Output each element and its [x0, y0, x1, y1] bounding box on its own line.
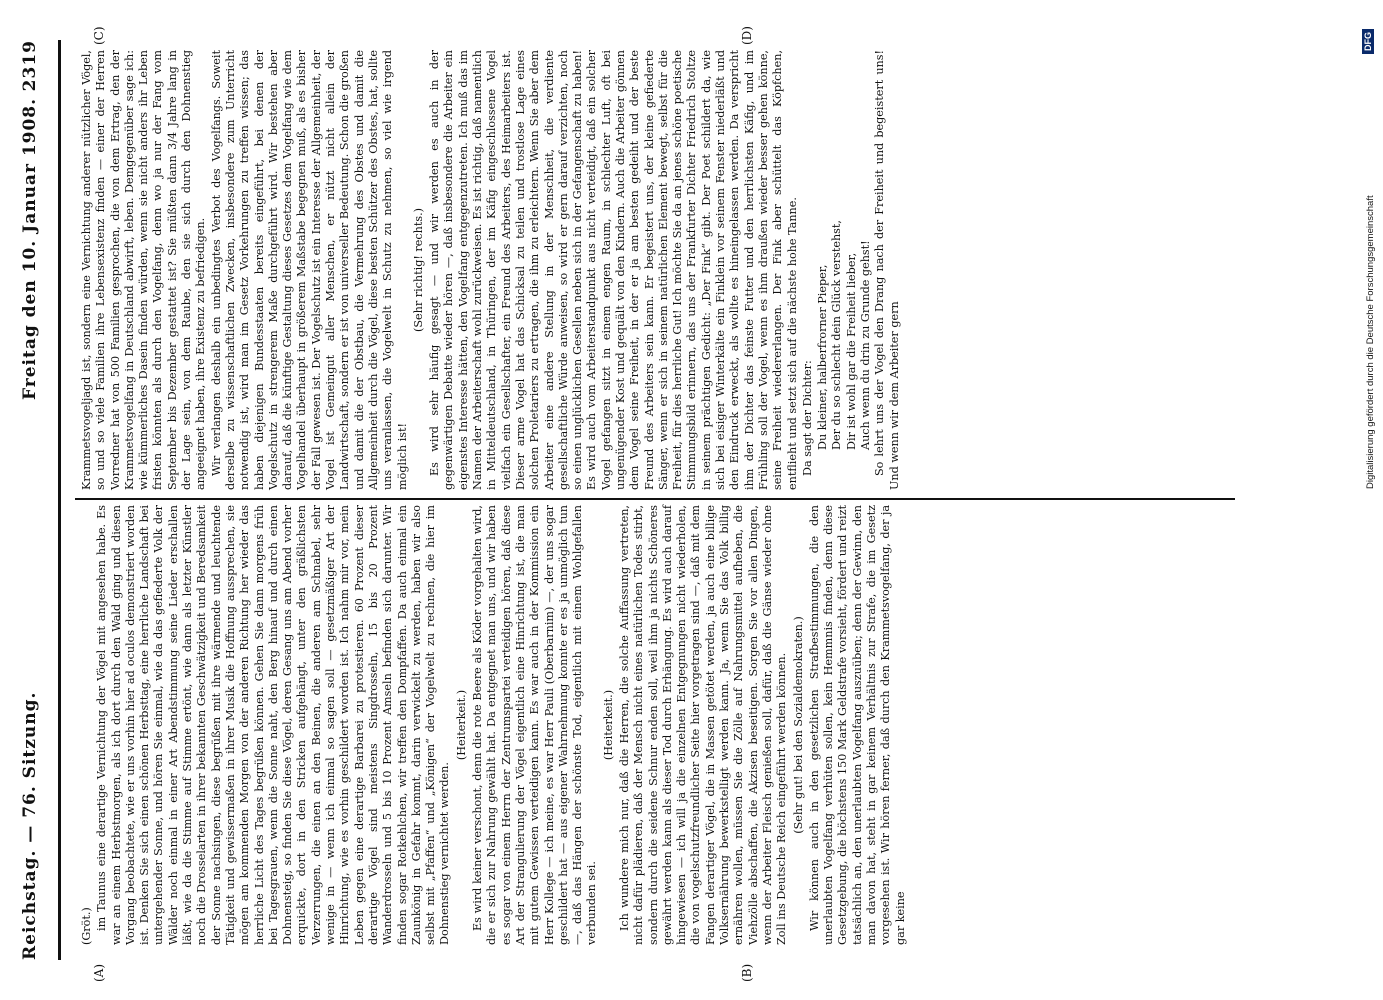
header-rule [58, 40, 61, 960]
left-column [80, 505, 909, 945]
paragraph: Krammetsvogeljagd ist, sondern eine Vernichtung anderer nützlicher Vögel, so und so viele Familien ihre Lebensexistenz finden — einer der Herren Vorredner hat von 500 Familien gesprochen, die von dem Ertrag, den der Krammetsvogelfang in Deutschland abwirft, leben. Demgegenüber sage ich: wie kümmerliches Dasein finden würden, wenn sie nicht anders ihr Leben fristen könnten als durch den Vogelfang, denn wo ja nur der Fang vom September bis Dezember gestattet ist? Sie müßten dann 3/4 Jahre lang in der Lage sein, von dem Raube, den sie sich durch den Dohnenstieg angeeignet haben, ihre Existenz zu befriedigen. [80, 50, 208, 490]
paragraph: Es wird sehr häufig gesagt — und wir werden es auch in der gegenwärtigen Debatte wieder hören —, daß insbesondere die Arbeiter ein eigenstes Interesse hätten, den Vogelfang entgegenzutreten. Ich muß das im Namen der Arbeiterschaft wohl zurückweisen. Es ist richtig, daß namentlich in Mitteldeutschland, in Thüringen, der im Käfig eingeschlossene Vogel vielfach ein Gesellschafter, ein Freund des Arbeiters, des Heimarbeiters ist. Dieser arme Vogel hat das Schicksal zu teilen und trostlose Lage eines solchen Proletariers zu ertragen, die ihm zu erleichtern. Wenn Sie aber dem Arbeiter eine andere Stellung in der Menschheit, die verdiente gesellschaftliche Würde anweisen, so wird er gern darauf verzichten, noch so einen unglücklichen Gesellen neben sich in der Gefangenschaft zu haben! Es wird auch vom Arbeiterstandpunkt aus nicht verteidigt, daß ein solcher Vogel gefangen sitzt in einem engen Raum, in schlechter Luft, oft bei ungenügender Kost und gequält von den Kindern. Auch die Arbeiter gönnen dem Vogel seine Freiheit, in der er ja am besten gedeiht und der beste Freund des Arbeiters sein kann. Er begeistert uns, der kleine gefiederte Sänger, wenn er sich in seinem natürlichen Element bewegt, selbst für die Freiheit, für dies herrliche Gut! Ich möchte Sie da an jenes schöne poetische Stimmungsbild erinnern, das uns der Frankfurter Dichter Friedrich Stoltze in seinem prächtigen Gedicht: „Der Fink“ gibt. Der Poet schildert da, wie sich bei eisiger Winterkälte ein Finklein vor seinem Fenster niederläßt und den Eindruck erweckt, als wollte es hineingelassen werden. Da verspricht ihm der Dichter das feinste Futter und den herrlichsten Käfig, und im Frühling soll der Vogel, wenn es ihm draußen wieder besser gehen könne, seine Freiheit wiedererlangen. Der Fink aber schüttelt das Köpfchen, entflieht und setzt sich auf die nächste hohe Tanne. [428, 50, 799, 490]
paragraph: (Gröt.) [80, 907, 93, 945]
dfg-logo: DFG [1362, 29, 1374, 54]
right-column [80, 50, 903, 490]
interjection: (Heiterkeit.) [601, 689, 615, 761]
page-header [0, 40, 70, 960]
page-number: 2319 [20, 40, 40, 92]
interjection: (Sehr gut! bei den Sozialdemokraten.) [791, 616, 805, 834]
paragraph: Ich wundere mich nur, daß die Herren, die solche Auffassung vertreten, nicht dafür plädieren, daß der Mensch nicht eines natürlichen Todes stirbt, sondern durch die seidene Schnur enden soll, weil ihm ja nichts Schöneres gewährt werden kann als dieser Tod durch Erhängung. Es wird auch darauf hingewiesen — ich will ja die einzelnen Entgegnungen nicht wiederholen, die von vogelschutzfreundlicher Seite hier vorgetragen sind —, daß mit dem Fangen derartiger Vögel, die in Massen getötet werden, ja auch eine billige Volksernährung bewerkstelligt werden kann. Ja, wenn Sie das Volk billig ernähren wollen, müssen Sie die Zölle auf Nahrungsmittel aufheben, die Viehzölle abschaffen, die Akzisen beseitigen. Sorgen Sie vor allen Dingen, wenn der Arbeiter Fleisch genießen soll, dafür, daß die Gänse wieder ohne Zoll ins Deutsche Reich eingeführt werden können. [617, 505, 789, 945]
interjection: (Sehr richtig! rechts.) [411, 207, 425, 333]
column-divider [75, 498, 1235, 500]
margin-mark-c: (C) [92, 26, 106, 45]
poem-line: Du kleiner, halberfrorner Pieper, [816, 264, 830, 450]
digitization-credit [1362, 14, 1382, 994]
poem-line: Dir ist wohl gar die Freiheit lieber, [844, 252, 858, 450]
paragraph: Da sagt der Dichter: [800, 360, 814, 476]
paragraph: Wir verlangen deshalb ein unbedingtes Verbot des Vogelfangs. Soweit derselbe zu wissenschaftlichen Zwecken, insbesondere zum Unterricht notwendig ist, wird man im Gesetz Vorkehrungen zu treffen wissen; das haben diejenigen Bundesstaaten bereits eingeführt, bei denen der Vogelschutz in strengerem Maße durchgeführt wird. Wir bestehen aber darauf, daß die künftige Gestaltung dieses Gesetzes dem Vogelfang wie dem Vogelhandel überhaupt in größerem Maßstabe begegnen muß, als es bisher der Fall gewesen ist. Der Vogelschutz ist ein Interesse der Allgemeinheit, der Vogel ist Gemeingut aller Menschen, er nützt nicht allein der Landwirtschaft, sondern er ist von universeller Bedeutung. Schon die großen und damit die der Obstbau, die Vermehrung des Obstes und damit die Allgemeinheit durch die Vögel, diese besten Schützer des Obstes, hat, sollte uns veranlassen, die Vogelwelt in Schutz zu nehmen, so viel wie irgend möglich ist! [209, 50, 409, 490]
poem-line: Der du so schlecht dein Glück verstehst, [830, 220, 844, 450]
poem-line: Auch wenn du drin zu Grunde gehst! [859, 240, 873, 450]
paragraph: So lehrt uns der Vogel den Drang nach der Freiheit und begeistert uns! Und wenn wir dem Arbeiter gern [873, 50, 901, 490]
margin-mark-d: (D) [740, 26, 754, 45]
paragraph: im Taunus eine derartige Vernichtung der Vögel mit angesehen habe. Es war an einem Herbstmorgen, als ich dort durch den Wald ging und diesen Vorgang beobachtete, wie er uns vorhin hier ad oculos demonstriert worden ist. Denken Sie sich einen schönen Herbsttag, eine herrliche Landschaft bei untergehender Sonne, und hören Sie einmal, wie da das gefiederte Volk der Wälder noch einmal in einer Art Abendstimmung seine Lieder erschallen läßt, wie da die Stimme auf Stimme ertönt, wie dann als letzter Künstler noch die Drosselarten in ihrer bekannten Geschwätzigkeit und Beredsamkeit der Sonne nachsingen, diese begrüßen mit ihre wärmende und leuchtende Tätigkeit und gewissermaßen in ihrer Musik die Hoffnung aussprechen, sie mögen am kommenden Morgen von der anderen Richtung her wieder das herrliche Licht des Tages begrüßen können. Gehen Sie dann morgens früh bei Tagesgrauen, wenn die Sonne naht, den Berg hinauf und durch einen Dohnensteig, so finden Sie diese Vögel, deren Gesang uns am Abend vorher erquickte, dort in den Stricken aufgehängt, unter den gräßlichsten Verzerrungen, die einen an den Beinen, die anderen am Schnabel, sehr wenige in — wenn ich einmal so sagen soll — gesetzmäßiger Art der Hinrichtung, wie es vorhin geschildert worden ist. Ich nahm mir vor, mein Leben gegen eine derartige Barbarei zu protestieren. 60 Prozent dieser derartige Vögel sind meistens Singdrosseln, 15 bis 20 Prozent Wanderdrosseln und 5 bis 10 Prozent Amseln befinden sich darunter. Wir finden sogar Rotkehlchen, wir treffen den Dompfaffen. Da auch einmal ein Zaunkönig in Gefahr kommt, darin verwickelt zu werden, haben wir also selbst mit „Pfaffen“ und „Königen“ der Vogelwelt zu rechnen, die hier im Dohnenstieg vernichtet werden. [95, 505, 452, 945]
interjection: (Heiterkeit.) [454, 689, 468, 761]
margin-mark-a: (A) [92, 963, 106, 982]
paragraph: Es wird keiner verschont, denn die rote Beere als Köder vorgehalten wird, die er sich zur Nahrung gewählt hat. Da entgegnet man uns, und wir haben es sogar von einem Herrn der Zentrumspartei verteidigen hören, daß diese Art der Strangulierung der Vögel eigentlich eine Hinrichtung ist, die man mit gutem Gewissen verteidigen kann. Es war auch in der Kommission ein Herr Kollege — ich meine, es war Herr Pauli (Oberbarnim) —, der uns sogar geschildert hat — aus eigener Wahrnehmung konnte er es ja unmöglich tun —, daß das Hängen der schönste Tod, eigentlich mit einem Wohlgefallen verbunden sei. [471, 505, 599, 945]
paragraph: Wir können auch in den gesetzlichen Strafbestimmungen, die den unerlaubten Vogelfang verhüten sollen, kein Hemmnis finden, denn diese Gesetzgebung, die höchstens 150 Mark Geldstrafe vorsieht, fördert und reizt tatsächlich an, den unerlaubten Vogelfang auszuüben; denn der Gewinn, den man davon hat, steht in gar keinem Verhältnis zur Strafe, die im Gesetz vorgesehen ist. Wir hören ferner, daß durch den Krammetsvogelfang, der ja gar keine [807, 505, 907, 945]
header-center: Freitag den 10. Januar 1908. [20, 97, 40, 400]
credit-text: Digitalisierung gefördert durch die Deutsche Forschungsgemeinschaft [1365, 195, 1376, 489]
header-left: Reichstag. — 76. Sitzung. [20, 691, 40, 960]
margin-mark-b: (B) [740, 963, 754, 982]
